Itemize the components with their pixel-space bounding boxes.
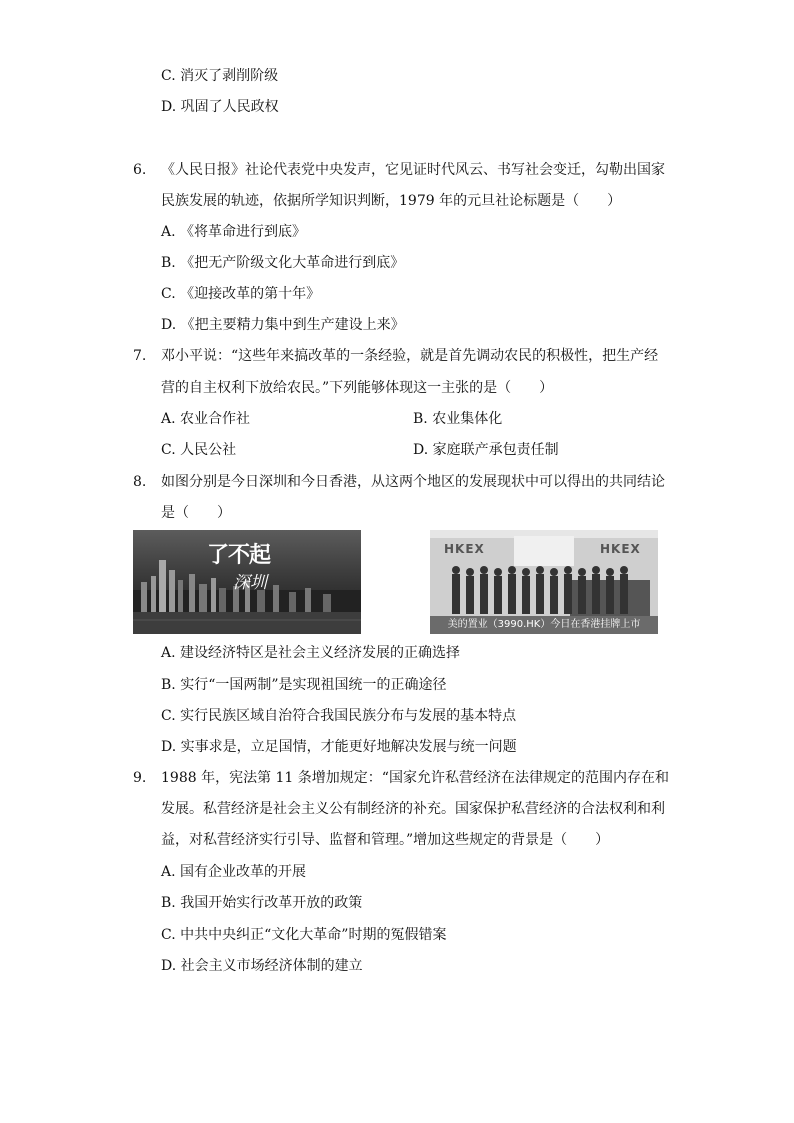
question-8-option-a: A. 建设经济特区是社会主义经济发展的正确选择 — [161, 645, 461, 661]
question-6-stem-line-2: 民族发展的轨迹，依据所学知识判断，1979 年的元旦社论标题是（ ） — [161, 193, 622, 209]
question-8-stem-line-2: 是（ ） — [161, 505, 231, 521]
question-8-option-c: C. 实行民族区域自治符合我国民族分布与发展的基本特点 — [161, 708, 517, 724]
hkex-logo-right: HKEX — [600, 542, 641, 556]
question-7-option-a: A. 农业合作社 — [161, 411, 251, 427]
question-9-number: 9. — [133, 770, 147, 786]
question-8-option-d: D. 实事求是，立足国情，才能更好地解决发展与统一问题 — [161, 739, 517, 755]
question-6-option-a: A. 《将革命进行到底》 — [161, 224, 307, 240]
question-6-option-c: C. 《迎接改革的第十年》 — [161, 286, 321, 302]
question-8-stem-line-1: 如图分别是今日深圳和今日香港，从这两个地区的发展现状中可以得出的共同结论 — [161, 474, 665, 490]
question-9-stem-line-1: 1988 年，宪法第 11 条增加规定：“国家允许私营经济在法律规定的范围内存在和 — [161, 770, 669, 786]
question-9-stem-line-3: 益，对私营经济实行引导、监督和管理。”增加这些规定的背景是（ ） — [161, 832, 610, 848]
question-7-number: 7. — [133, 348, 147, 364]
question-7-option-b: B. 农业集体化 — [413, 411, 503, 427]
question-9-stem-line-2: 发展。私营经济是社会主义公有制经济的补充。国家保护私营经济的合法权利和利 — [161, 801, 665, 817]
option-d-prev: D. 巩固了人民政权 — [161, 99, 279, 115]
question-7-stem-line-2: 营的自主权利下放给农民。”下列能够体现这一主张的是（ ） — [161, 380, 554, 396]
question-9-option-d: D. 社会主义市场经济体制的建立 — [161, 958, 363, 974]
question-6-number: 6. — [133, 162, 147, 178]
shenzhen-photo — [133, 530, 361, 634]
shenzhen-photo-subtitle: 深圳 — [233, 573, 267, 593]
hong-kong-photo-caption: 美的置业（3990.HK）今日在香港挂牌上市 — [430, 616, 658, 634]
question-6-option-b: B. 《把无产阶级文化大革命进行到底》 — [161, 255, 405, 271]
option-c-prev: C. 消灭了剥削阶级 — [161, 68, 279, 84]
question-7-stem-line-1: 邓小平说：“这些年来搞改革的一条经验，就是首先调动农民的积极性，把生产经 — [161, 348, 659, 364]
hong-kong-photo — [430, 530, 658, 634]
question-8-option-b: B. 实行“一国两制”是实现祖国统一的正确途径 — [161, 677, 447, 693]
question-6-option-d: D. 《把主要精力集中到生产建设上来》 — [161, 317, 405, 333]
question-6-stem-line-1: 《人民日报》社论代表党中央发声，它见证时代风云、书写社会变迁，勾勒出国家 — [161, 162, 665, 178]
question-7-option-d: D. 家庭联产承包责任制 — [413, 442, 559, 458]
question-9-option-c: C. 中共中央纠正“文化大革命”时期的冤假错案 — [161, 927, 447, 943]
question-8-number: 8. — [133, 474, 147, 490]
question-9-option-a: A. 国有企业改革的开展 — [161, 864, 307, 880]
question-7-option-c: C. 人民公社 — [161, 442, 237, 458]
question-9-option-b: B. 我国开始实行改革开放的政策 — [161, 895, 363, 911]
hkex-logo-left: HKEX — [444, 542, 485, 556]
shenzhen-photo-title: 了不起 — [207, 543, 271, 568]
